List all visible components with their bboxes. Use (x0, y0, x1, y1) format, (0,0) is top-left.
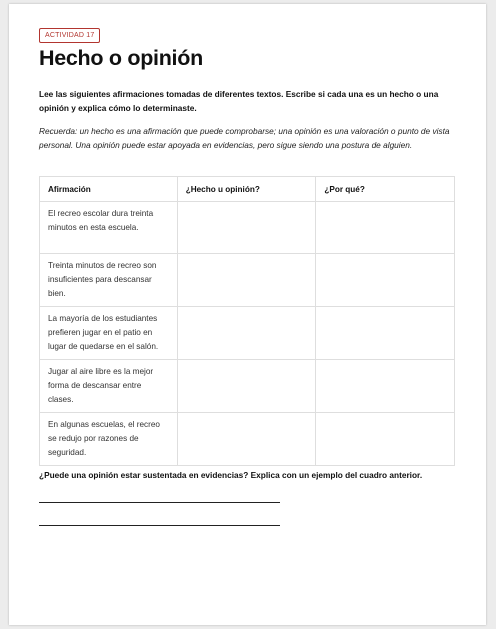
answer-why-cell[interactable] (316, 307, 455, 360)
answer-why-cell[interactable] (316, 202, 455, 254)
answer-type-cell[interactable] (177, 307, 316, 360)
header-fact-or-opinion: ¿Hecho u opinión? (177, 177, 316, 202)
statement-cell: Jugar al aire libre es la mejor forma de descansar entre clases. (40, 360, 178, 413)
page-title: Hecho o opinión (39, 46, 203, 70)
statement-cell: Treinta minutos de recreo son insuficientes para descansar bien. (40, 254, 178, 307)
table-row (40, 307, 455, 360)
table-header-row (40, 177, 455, 202)
table-row (40, 202, 455, 254)
answer-why-cell[interactable] (316, 254, 455, 307)
statement-cell: El recreo escolar dura treinta minutos en esta escuela. (40, 202, 178, 254)
table-row (40, 254, 455, 307)
instructions-text: Lee las siguientes afirmaciones tomadas de diferentes textos. Escribe si cada una es un hecho o una opinión y explica cómo lo determinaste. (39, 89, 439, 113)
statement-cell: La mayoría de los estudiantes prefieren jugar en el patio en lugar de quedarse en el salón. (40, 307, 178, 360)
answer-line-1[interactable] (39, 502, 280, 503)
answer-why-cell[interactable] (316, 413, 455, 466)
answer-type-cell[interactable] (177, 413, 316, 466)
answer-type-cell[interactable] (177, 202, 316, 254)
answer-type-cell[interactable] (177, 254, 316, 307)
answer-why-cell[interactable] (316, 360, 455, 413)
reminder-note: Recuerda: un hecho es una afirmación que puede comprobarse; una opinión es una valoración o punto de vista personal. Una opinión puede estar apoyada en evidencias, pero sigue siendo una postura de alguien. (39, 126, 450, 150)
table-row (40, 360, 455, 413)
answer-type-cell[interactable] (177, 360, 316, 413)
table-row (40, 413, 455, 466)
header-statement: Afirmación (40, 177, 178, 202)
header-why: ¿Por qué? (316, 177, 455, 202)
answer-line-2[interactable] (39, 525, 280, 526)
worksheet-page (9, 4, 486, 625)
fact-opinion-table (39, 176, 455, 466)
reflection-question: ¿Puede una opinión estar sustentada en evidencias? Explica con un ejemplo del cuadro anterior. (39, 470, 423, 480)
statement-cell: En algunas escuelas, el recreo se redujo por razones de seguridad. (40, 413, 178, 466)
activity-badge: ACTIVIDAD 17 (39, 28, 100, 43)
